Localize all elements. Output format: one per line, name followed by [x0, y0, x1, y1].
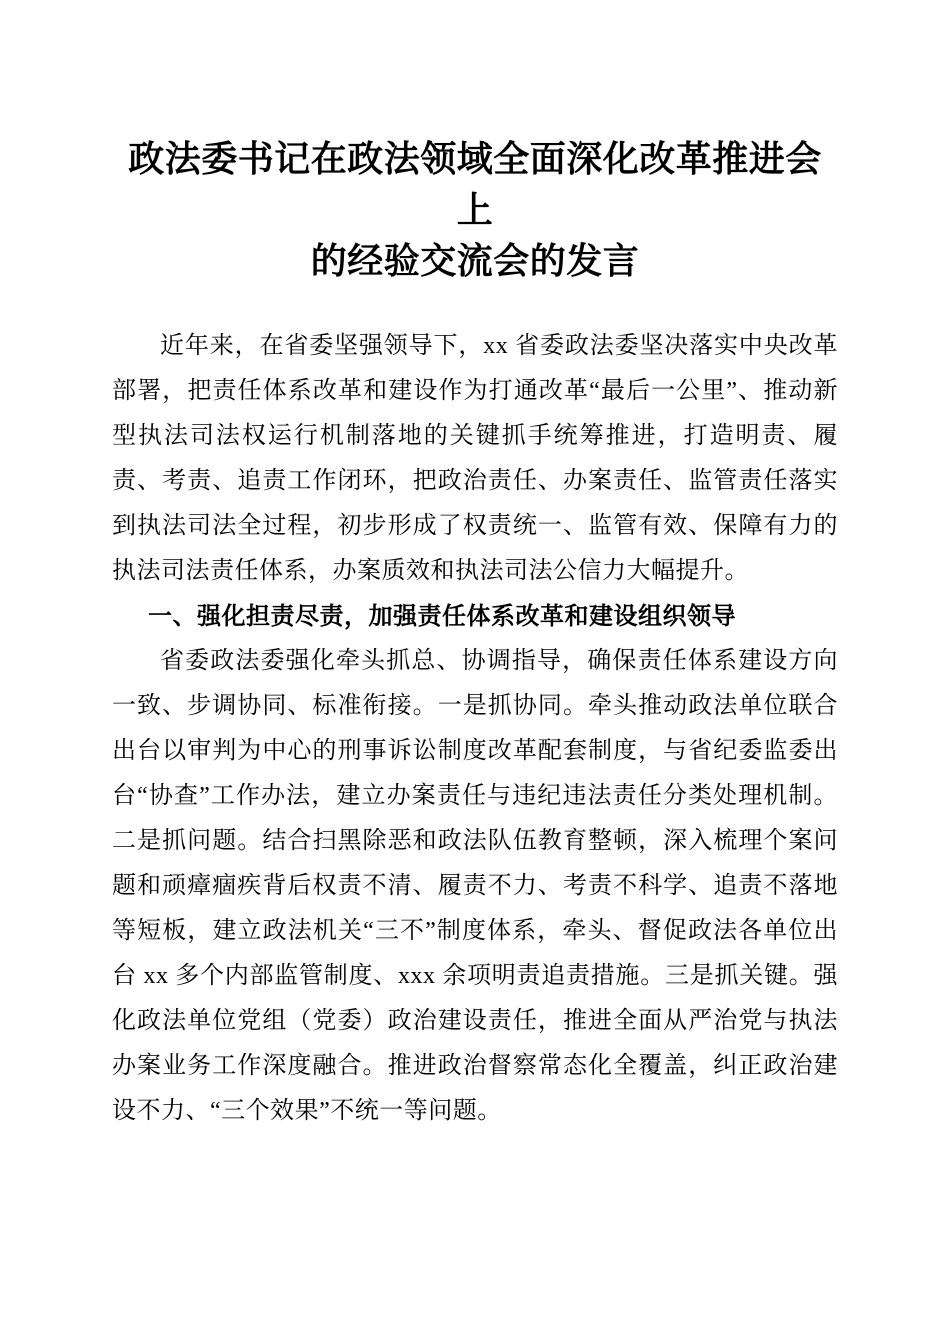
- document-body: [112, 324, 838, 1134]
- document-title-line-1: 政法委书记在政法领域全面深化改革推进会上: [128, 139, 822, 230]
- body-paragraph: 省委政法委强化牵头抓总、协调指导，确保责任体系建设方向一致、步调协同、标准衔接。一是抓协同。牵头推动政法单位联合出台以审判为中心的刑事诉讼制度改革配套制度，与省纪委监委出台“协查”工作办法，建立办案责任与违纪违法责任分类处理机制。二是抓问题。结合扫黑除恶和政法队伍教育整顿，深入梳理个案问题和顽瘴痼疾背后权责不清、履责不力、考责不科学、追责不落地等短板，建立政法机关“三不”制度体系，牵头、督促政法各单位出台 xx 多个内部监管制度、xxx 余项明责追责措施。三是抓关键。强化政法单位党组（党委）政治建设责任，推进全面从严治党与执法办案业务工作深度融合。推进政治督察常态化全覆盖，纠正政治建设不力、“三个效果”不统一等问题。: [112, 648, 838, 1124]
- body-paragraph: 近年来，在省委坚强领导下，xx 省委政法委坚决落实中央改革部署，把责任体系改革和建设作为打通改革“最后一公里”、推动新型执法司法权运行机制落地的关键抓手统筹推进，打造明责、履责、考责、追责工作闭环，把政治责任、办案责任、监管责任落实到执法司法全过程，初步形成了权责统一、监管有效、保障有力的执法司法责任体系，办案质效和执法司法公信力大幅提升。: [112, 333, 838, 584]
- section-heading: 一、强化担责尽责，加强责任体系改革和建设组织领导: [148, 603, 736, 630]
- document-title: [112, 134, 838, 287]
- document-title-line-2: 的经验交流会的发言: [310, 241, 640, 281]
- document-content: [112, 134, 838, 1134]
